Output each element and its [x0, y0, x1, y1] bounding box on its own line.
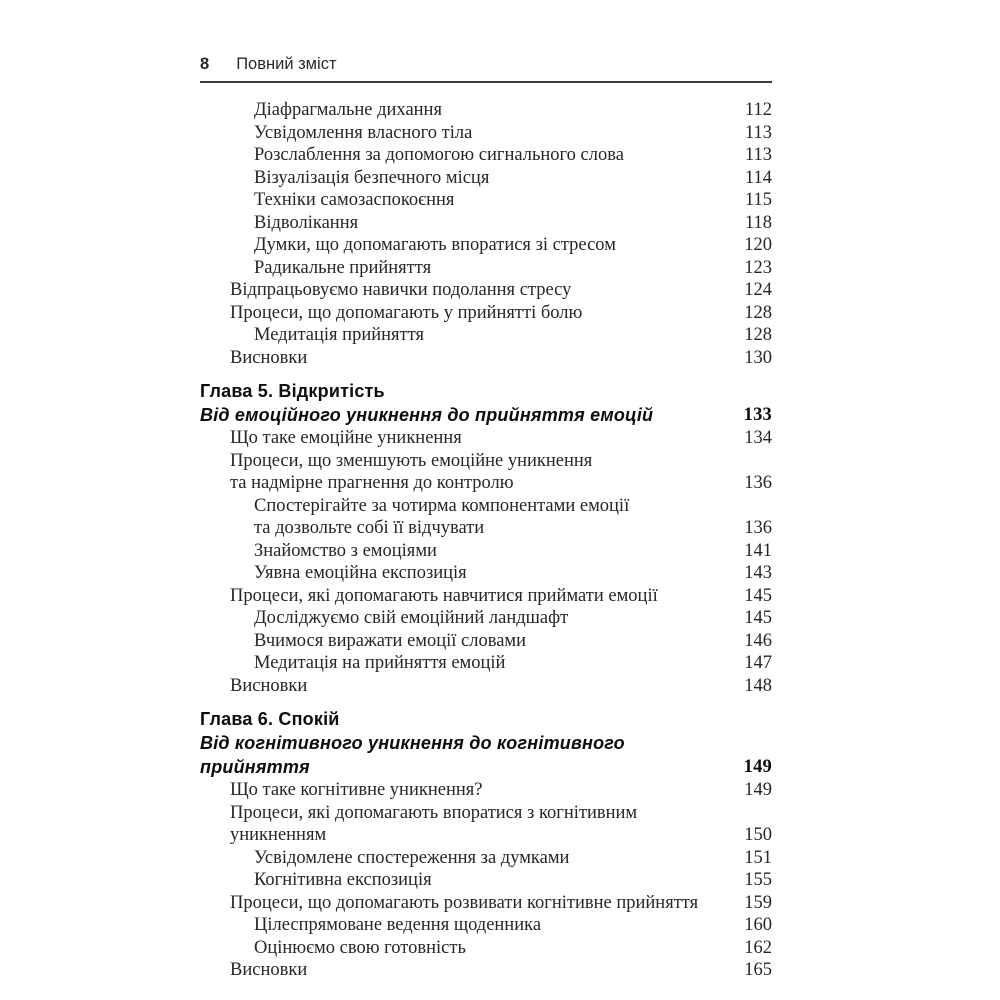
- toc-entry-page: 136: [744, 518, 772, 538]
- toc-entry-title: Діафрагмальне дихання: [254, 100, 442, 120]
- toc-entry-title: Висновки: [230, 960, 308, 980]
- toc-entry: [200, 630, 772, 653]
- toc-entry: [200, 279, 772, 302]
- toc-entry: [200, 585, 772, 608]
- toc-entry-page: 112: [744, 100, 772, 120]
- toc-entry: [200, 212, 772, 235]
- toc-entry-page: 128: [744, 325, 772, 345]
- toc-entry-page: 141: [744, 540, 772, 561]
- toc-entry-title: Візуалізація безпечного місця: [254, 167, 490, 188]
- toc-entry-page: 124: [744, 280, 772, 300]
- toc-entry-title: Висновки: [230, 347, 308, 368]
- toc-entry-page: 136: [744, 473, 772, 493]
- toc-entry-page: 133: [743, 405, 772, 425]
- toc-entry: [200, 652, 772, 675]
- toc-entry-title: Уявна емоційна експозиція: [254, 563, 467, 583]
- toc-entry: [200, 144, 772, 167]
- toc-entry-page: 147: [744, 653, 772, 673]
- toc-entry-page: 160: [744, 915, 772, 935]
- toc-entry-title: Що таке когнітивне уникнення?: [230, 780, 483, 800]
- toc-entry-page: 115: [744, 190, 772, 210]
- toc-entry-page: 128: [744, 302, 772, 323]
- toc-entry-page: 118: [744, 212, 772, 233]
- toc-entry-title: Що таке емоційне уникнення: [230, 428, 462, 448]
- toc-entry-title: Думки, що допомагають впоратися зі стресом: [254, 235, 616, 255]
- toc-entry: [200, 427, 772, 450]
- toc-entry: [200, 914, 772, 937]
- toc-entry-page: 162: [744, 937, 772, 958]
- toc-entry-page: 159: [744, 892, 772, 913]
- chapter-subtitle: [200, 403, 772, 427]
- toc-entry: [200, 99, 772, 122]
- chapter-heading: [200, 380, 772, 403]
- toc-entry-page: 149: [744, 780, 772, 800]
- toc-entry-page: 149: [743, 757, 772, 777]
- toc-entry-title: Усвідомлення власного тіла: [254, 122, 473, 143]
- toc-entry-page: 123: [744, 257, 772, 278]
- toc-entry: [200, 257, 772, 280]
- toc-entry: [200, 869, 772, 892]
- running-header-title: Повний зміст: [236, 55, 337, 73]
- toc-entry-title: Відпрацьовуємо навички подолання стресу: [230, 280, 572, 300]
- chapter-heading: [200, 708, 772, 731]
- book-page: [200, 55, 772, 982]
- toc-entry: [200, 495, 772, 540]
- toc-entry-title: Висновки: [230, 675, 308, 696]
- toc-entry-page: 155: [744, 870, 772, 890]
- toc-entry-title: Процеси, що допомагають у прийнятті болю: [230, 302, 583, 323]
- toc-entry-title: Процеси, що зменшують емоційне уникнення та надмірне прагнення до контролю: [230, 450, 593, 493]
- toc-entry: [200, 892, 772, 915]
- toc-entry: [200, 562, 772, 585]
- toc-entry: [200, 122, 772, 145]
- toc-entry: [200, 189, 772, 212]
- toc-entry-title: Процеси, що допомагають розвивати когнітивне прийняття: [230, 892, 699, 913]
- toc-entry-title: Відволікання: [254, 212, 359, 233]
- toc-entry: [200, 779, 772, 802]
- toc-entry-title: Розслаблення за допомогою сигнального слова: [254, 145, 624, 165]
- toc-entry-page: 130: [744, 347, 772, 368]
- toc-entry: [200, 347, 772, 370]
- toc-entry: [200, 937, 772, 960]
- toc-entry-page: 148: [744, 675, 772, 696]
- toc-entry-page: 151: [744, 847, 772, 868]
- toc-entry: [200, 167, 772, 190]
- toc-entry-title: Знайомство з емоціями: [254, 540, 437, 561]
- toc-entry-title: Медитація прийняття: [254, 325, 424, 345]
- toc-entry-title: Цілеспрямоване ведення щоденника: [254, 915, 542, 935]
- toc-entry-title: Усвідомлене спостереження за думками: [254, 847, 570, 868]
- toc-entry-title: Процеси, які допомагають впоратися з когнітивним уникненням: [230, 802, 638, 845]
- toc-entry-page: 114: [744, 167, 772, 188]
- toc-entry-title: Процеси, які допомагають навчитися приймати емоції: [230, 585, 658, 606]
- toc-entry-page: 145: [744, 585, 772, 606]
- toc-entry-title: Спостерігайте за чотирма компонентами емоції та дозвольте собі її відчувати: [254, 495, 630, 538]
- toc-entry-title: Оцінюємо свою готовність: [254, 937, 466, 958]
- toc-entry: [200, 324, 772, 347]
- toc-entry-title: Медитація на прийняття емоцій: [254, 653, 506, 673]
- toc-entry-title: Глава 5. Відкритість: [200, 381, 385, 401]
- toc-entry-page: 143: [744, 563, 772, 583]
- toc-entry: [200, 607, 772, 630]
- toc-entry-page: 150: [744, 825, 772, 845]
- toc-entry-page: 134: [744, 428, 772, 448]
- toc-entry-page: 146: [744, 630, 772, 651]
- toc-entry-title: Від когнітивного уникнення до когнітивного прийняття: [200, 733, 625, 777]
- toc-entry-title: Когнітивна експозиція: [254, 870, 432, 890]
- toc-entry-page: 113: [744, 145, 772, 165]
- chapter-subtitle: [200, 731, 772, 779]
- toc-entry-title: Техніки самозаспокоєння: [254, 190, 455, 210]
- toc-entry: [200, 847, 772, 870]
- toc-entry-title: Від емоційного уникнення до прийняття емоцій: [200, 405, 654, 425]
- toc-entry: [200, 959, 772, 982]
- toc-entry-title: Досліджуємо свій емоційний ландшафт: [254, 608, 569, 628]
- running-header: [200, 55, 772, 83]
- toc-entry-title: Радикальне прийняття: [254, 257, 432, 278]
- toc-entry-page: 120: [744, 235, 772, 255]
- toc-entry: [200, 675, 772, 698]
- toc-entry-page: 145: [744, 608, 772, 628]
- toc-entry-title: Вчимося виражати емоції словами: [254, 630, 527, 651]
- toc-entry-title: Глава 6. Спокій: [200, 709, 340, 729]
- toc-entry: [200, 234, 772, 257]
- toc-entry: [200, 802, 772, 847]
- table-of-contents: [200, 99, 772, 982]
- toc-entry: [200, 450, 772, 495]
- toc-entry: [200, 302, 772, 325]
- running-header-page-number: 8: [200, 55, 210, 73]
- toc-entry-page: 165: [744, 960, 772, 980]
- toc-entry: [200, 540, 772, 563]
- toc-entry-page: 113: [744, 122, 772, 143]
